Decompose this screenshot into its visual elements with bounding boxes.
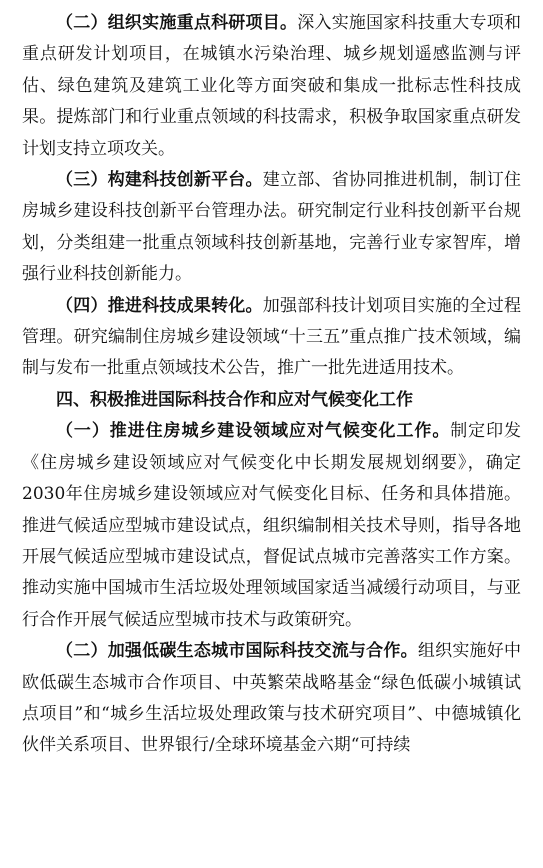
- paragraph-international-cooperation: [22, 636, 521, 762]
- paragraph-key-research-projects: [22, 8, 521, 165]
- paragraph-text: 加强部科技计划项目实施的全过程管理。研究编制住房城乡建设领域“十三五”重点推广技术领域，编制与发布一批重点领域技术公告，推广一批先进适用技术。: [22, 295, 522, 379]
- paragraph-text: 组织实施好中欧低碳生态城市合作项目、中英繁荣战略基金“绿色低碳小城镇试点项目”和“城乡生活垃圾处理政策与技术研究项目”、中德城镇化伙伴关系项目、世界银行/全球环境基金六期“可持续: [22, 641, 522, 756]
- paragraph-lead: （二）组织实施重点科研项目。: [56, 13, 298, 33]
- section-heading: 四、积极推进国际科技合作和应对气候变化工作: [56, 389, 413, 410]
- paragraph-lead: （一）推进住房城乡建设领域应对气候变化工作。: [56, 421, 451, 442]
- paragraph-achievement-transfer: [22, 291, 521, 385]
- paragraph-climate-change: [22, 416, 521, 636]
- paragraph-lead: （二）加强低碳生态城市国际科技交流与合作。: [56, 641, 418, 662]
- paragraph-text: 深入实施国家科技重大专项和重点研发计划项目，在城镇水污染治理、城乡规划遥感监测与评估、绿色建筑及建筑工业化等方面突破和集成一批标志性科技成果。提炼部门和行业重点领域的科技需求，积极争取国家重点研发计划支持立项攻关。: [22, 13, 522, 159]
- paragraph-text: 制定印发《住房城乡建设领域应对气候变化中长期发展规划纲要》，确定2030年住房城乡建设领域应对气候变化目标、任务和具体措施。推进气候适应型城市建设试点，组织编制相关技术导则，指导各地开展气候适应型城市建设试点，督促试点城市完善落实工作方案。推动实施中国城市生活垃圾处理领域国家适当减缓行动项目，与亚行合作开展气候适应型城市技术与政策研究。: [22, 421, 522, 630]
- paragraph-lead: （三）构建科技创新平台。: [56, 170, 263, 191]
- paragraph-text: 建立部、省协同推进机制，制订住房城乡建设科技创新平台管理办法。研究制定行业科技创新平台规划，分类组建一批重点领域科技创新基地，完善行业专家智库，增强行业科技创新能力。: [22, 170, 522, 285]
- paragraph-lead: （四）推进科技成果转化。: [56, 295, 263, 316]
- paragraph-innovation-platform: [22, 165, 521, 291]
